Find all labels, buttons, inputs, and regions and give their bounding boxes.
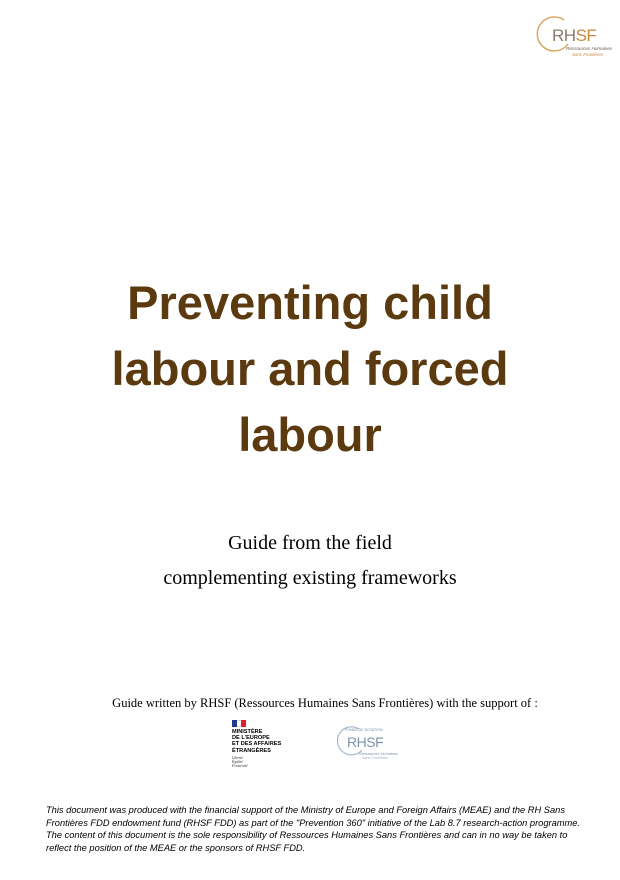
logo-tagline-2: Sans Frontières [572,51,603,57]
subtitle-line-2: complementing existing frameworks [163,567,457,589]
written-by-statement: Guide written by RHSF (Ressources Humaines Sans Frontières) with the support of : [112,696,538,710]
title-line-2: labour and forced [111,342,509,395]
meae-motto: Liberté Égalité Fraternité [232,756,248,769]
logo-wordmark: RHSF [552,26,597,45]
fdd-wordmark: RHSF [347,734,384,750]
french-flag-icon [232,720,246,727]
subtitle-line-1: Guide from the field [228,532,392,554]
logo-tagline-1: Ressources Humaines [566,46,613,51]
rhsf-fdd-logo [333,724,401,764]
meae-name: MINISTÈRE DE L'EUROPE ET DES AFFAIRES ÉTRANGÈRES [232,729,282,754]
fdd-fund-label: FONDS DE DOTATION [345,728,383,732]
document-title [40,270,580,468]
title-line-1: Preventing child [127,276,493,329]
rhsf-logo [534,14,614,60]
fdd-tagline-1: Ressources Humaines [359,751,399,756]
meae-logo [232,720,302,768]
fdd-tagline-2: Sans Frontières [362,755,389,760]
title-line-3: labour [238,408,382,461]
funding-disclaimer: This document was produced with the financial support of the Ministry of Europe and Foreign Affairs (MEAE) and the RH Sans Frontières FDD endowment fund (RHSF FDD) as part of the "Prevention 360" initiative of the Lab 8.7 research-action programme. The content of this document is the sole responsibility of Ressources Humaines Sans Frontières and can in no way be taken to reflect the position of the MEAE or the sponsors of RHSF FDD. [46,805,581,853]
